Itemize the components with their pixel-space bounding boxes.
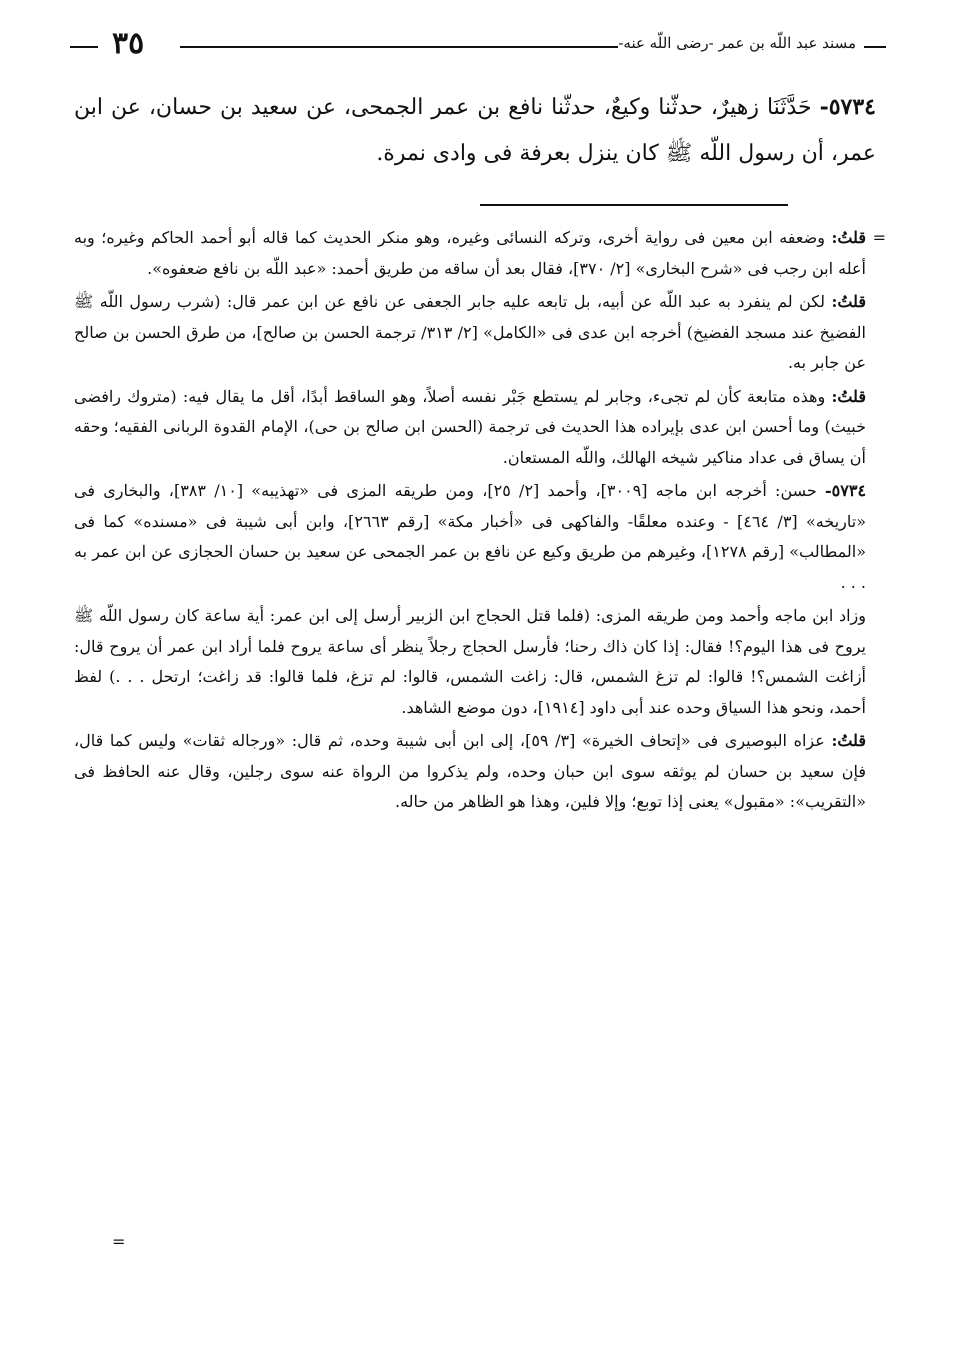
header-dash — [70, 46, 98, 48]
hadith-number: ٥٧٣٤- — [819, 94, 876, 120]
paragraph-text: لكن لم ينفرد به عبد اللّه عن أبيه، بل تابعه عليه جابر الجعفى عن نافع عن ابن عمر قال: (شرب رسول اللّه ﷺ الفضيخ عند مسجد الفضيخ) أخرجه ابن عدى فى «الكامل» [٢/ ٣١٣/ ترجمة الحسن بن صالح]، من طرق الحسن بن صالح عن جابر به. — [74, 292, 866, 372]
header-dash — [864, 46, 886, 48]
paragraph-text: عزاه البوصيرى فى «إتحاف الخيرة» [٣/ ٥٩]، إلى ابن أبى شيبة وحده، ثم قال: «ورجاله ثقات» وليس كما قال، فإن سعيد بن حسان لم يوثقه سوى ابن حبان وحده، ولم يذكروا من الرواة عنه سوى رجلين، وقال عنه الحافظ فى «التقريب»: «مقبول» يعنى إذا توبع؛ وإلا فلين، وهذا هو الظاهر من حاله. — [74, 731, 866, 811]
footnotes — [74, 223, 886, 821]
footnote-paragraph — [74, 287, 866, 379]
continuation-mark: = — [872, 228, 886, 247]
hadith-text — [74, 84, 876, 177]
paragraph-text: وزاد ابن ماجه وأحمد ومن طريقه المزى: (فلما قتل الحجاج ابن الزبير أرسل إلى ابن عمر: أية ساعة كان رسول اللّه ﷺ يروح فى هذا اليوم؟! فقال: إذا كان ذاك رحنا؛ فأرسل الحجاج رجلاً ينظر أى ساعة يروح فلما أراد ابن عمر أن يروح قال: أزاغت الشمس؟! قالوا: لم تزغ الشمس، قال: زاغت الشمس، قالوا: لم تزغ، فلما قالوا: قد زاغت؛ ارتحل . . .) لفظ أحمد، ونحو هذا السياق وحده عند أبى داود [١٩١٤]، دون موضع الشاهد. — [74, 606, 867, 717]
footnote-separator — [480, 204, 788, 206]
paragraph-lead: قلتُ: — [831, 292, 866, 311]
footnote-paragraph — [74, 726, 866, 818]
running-header — [70, 26, 886, 61]
footnote-paragraph — [74, 601, 866, 723]
running-title: مسند عبد اللّه بن عمر -رضى اللّه عنه- — [618, 34, 856, 52]
paragraph-lead: ٥٧٣٤- — [825, 481, 867, 500]
footnote-paragraph — [74, 476, 866, 598]
paragraph-lead: قلتُ: — [831, 731, 866, 750]
paragraph-lead: قلتُ: — [831, 386, 866, 406]
footnote-paragraph — [74, 223, 886, 284]
paragraph-text: حسن: أخرجه ابن ماجه [٣٠٠٩]، وأحمد [٢/ ٢٥]، ومن طريقه المزى فى «تهذيبه» [١٠/ ٣٨٣]، والبخارى فى «تاريخه» [٣/ ٤٦٤] - وعنده معلقًا- والفاكهى فى «أخبار مكة» [رقم ٢٦٦٣]، وابن أبى شيبة فى «مسنده» كما فى «المطالب» [رقم ١٢٧٨]، وغيرهم من طريق وكيع عن نافع بن عمر الجمحى عن سعيد بن حسان الحجازى عن ابن عمر به . . . — [74, 481, 867, 592]
paragraph-text: وهذه متابعة كأن لم تجىء، وجابر لم يستطع جَبْر نفسه أصلاً، وهو الساقط أبدًا، أقل ما يقال فيه: (متروك رافضى خبيث) وما أحسن ابن عدى بإيراده هذا الحديث فى ترجمة (الحسن ابن صالح بن حى)، الإمام القدوة الربانى الفقيه؛ وحقه أن يساق فى عداد مناكير شيخه الهالك، واللّه المستعان. — [74, 386, 866, 467]
page-number: ٣٥ — [112, 26, 145, 61]
footnote-paragraph — [74, 382, 866, 474]
hadith-body: حَدَّثَنَا زهيرٌ، حدثّنا وكيعٌ، حدثّنا نافع بن عمر الجمحى، عن سعيد بن حسان، عن ابن عمر، أن رسول اللّه ﷺ كان ينزل بعرفة فى وادى نمرة. — [74, 95, 876, 166]
continues-mark: = — [112, 1232, 126, 1251]
paragraph-text: وضعفه ابن معين فى رواية أخرى، وتركه النسائى وغيره، وهو منكر الحديث كما قاله أبو أحمد الحاكم وغيره؛ وبه أعله ابن رجب فى «شرح البخارى» [٢/ ٣٧٠]، فقال بعد أن ساقه من طريق أحمد: «عبد اللّه بن نافع ضعفوه». — [74, 228, 866, 278]
header-rule — [180, 46, 618, 48]
paragraph-lead: قلتُ: — [831, 228, 866, 247]
